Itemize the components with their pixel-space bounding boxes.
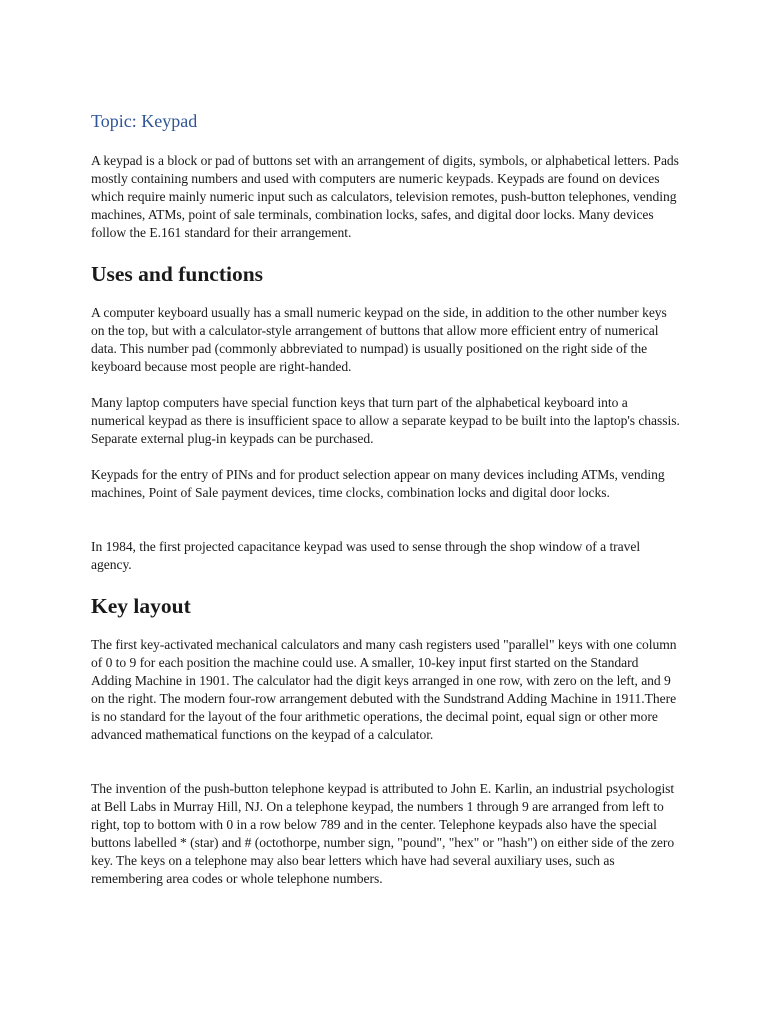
uses-heading: Uses and functions xyxy=(91,262,264,286)
uses-paragraph-3: Keypads for the entry of PINs and for product selection appear on many devices including ATMs, vending machines, Point of Sale payment devices, time clocks, combination locks and digital door locks. xyxy=(91,467,665,500)
uses-paragraph-4: In 1984, the first projected capacitance keypad was used to sense through the shop window of a travel agency. xyxy=(91,539,641,572)
layout-heading: Key layout xyxy=(91,594,191,618)
intro-paragraph: A keypad is a block or pad of buttons set with an arrangement of digits, symbols, or alphabetical letters. Pads mostly containing numbers and used with computers are numeric keypads. Keypads are found on devices which require mainly numeric input such as calculators, television remotes, push-button telephones, vending machines, ATMs, point of sale terminals, combination locks, safes, and digital door locks. Many devices follow the E.161 standard for their arrangement. xyxy=(91,153,679,240)
uses-paragraph-1: A computer keyboard usually has a small numeric keypad on the side, in addition to the other number keys on the top, but with a calculator-style arrangement of buttons that allow more efficient entry of numerical data. This number pad (commonly abbreviated to numpad) is usually positioned on the right side of the keyboard because most people are right-handed. xyxy=(91,305,667,374)
uses-paragraph-2: Many laptop computers have special function keys that turn part of the alphabetical keyboard into a numerical keypad as there is insufficient space to allow a separate keypad to be built into the laptop's chassis. Separate external plug-in keypads can be purchased. xyxy=(91,395,680,446)
topic-title: Topic: Keypad xyxy=(91,111,198,131)
layout-paragraph-1: The first key-activated mechanical calculators and many cash registers used "parallel" keys with one column of 0 to 9 for each position the machine could use. A smaller, 10-key input first started on the Standard Adding Machine in 1901. The calculator had the digit keys arranged in one row, with zero on the left, and 9 on the right. The modern four-row arrangement debuted with the Sundstrand Adding Machine in 1911.There is no standard for the layout of the four arithmetic operations, the decimal point, equal sign or other more advanced mathematical functions on the keypad of a calculator. xyxy=(91,637,677,742)
layout-paragraph-2: The invention of the push-button telephone keypad is attributed to John E. Karlin, an industrial psychologist at Bell Labs in Murray Hill, NJ. On a telephone keypad, the numbers 1 through 9 are arranged from left to right, top to bottom with 0 in a row below 789 and in the center. Telephone keypads also have the special buttons labelled * (star) and # (octothorpe, number sign, "pound", "hex" or "hash") on either side of the zero key. The keys on a telephone may also bear letters which have had several auxiliary uses, such as remembering area codes or whole telephone numbers. xyxy=(91,781,675,886)
